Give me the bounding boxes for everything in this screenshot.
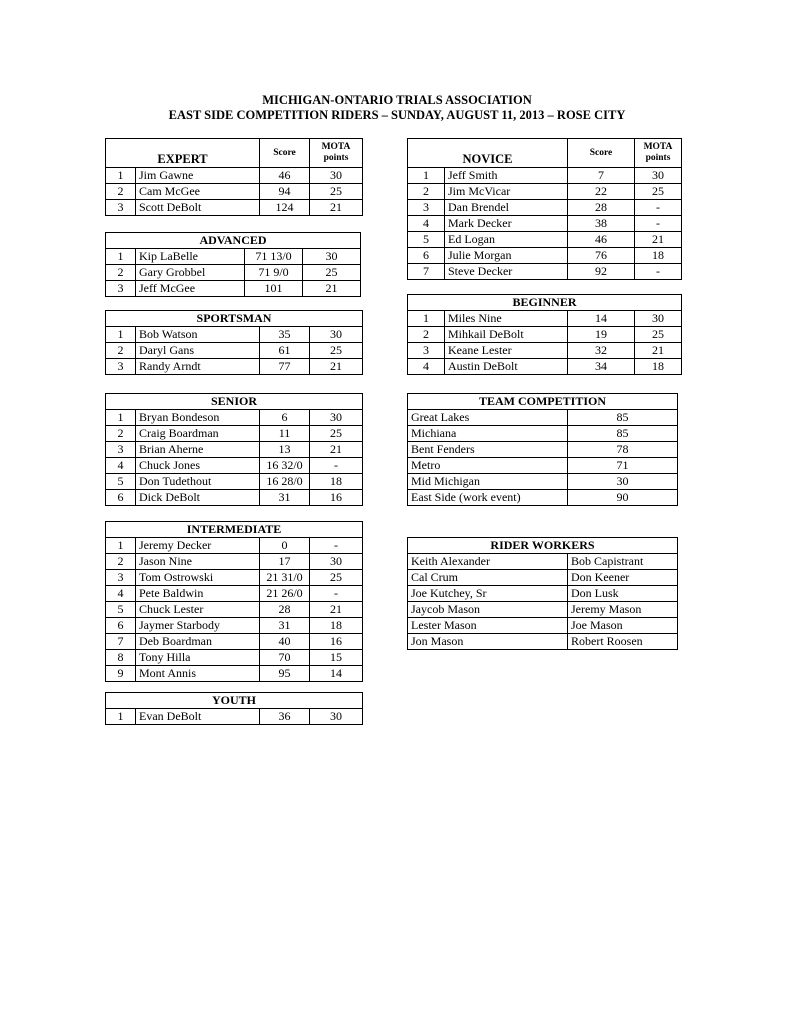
- score-cell: 28: [260, 602, 310, 618]
- team-name-cell: Bent Fenders: [408, 442, 568, 458]
- rider-name-cell: Chuck Lester: [136, 602, 260, 618]
- mota-points-cell: 30: [310, 327, 363, 343]
- worker-name-cell: Robert Roosen: [568, 634, 678, 650]
- team-name-cell: East Side (work event): [408, 490, 568, 506]
- mota-points-cell: 18: [635, 359, 682, 375]
- worker-name-cell: Jaycob Mason: [408, 602, 568, 618]
- rider-name-cell: Jeremy Decker: [136, 538, 260, 554]
- beginner-table: [407, 294, 682, 375]
- table-row: [408, 359, 682, 375]
- table-row: [106, 586, 363, 602]
- mota-points-cell: 30: [310, 410, 363, 426]
- score-cell: 6: [260, 410, 310, 426]
- position-cell: 6: [106, 618, 136, 634]
- doc-subtitle: EAST SIDE COMPETITION RIDERS – SUNDAY, AUGUST 11, 2013 – ROSE CITY: [168, 108, 626, 122]
- team-name-cell: Michiana: [408, 426, 568, 442]
- position-cell: 6: [106, 490, 136, 506]
- position-cell: 1: [408, 168, 445, 184]
- position-cell: 1: [106, 168, 136, 184]
- rider-name-cell: Bob Watson: [136, 327, 260, 343]
- score-cell: 101: [245, 281, 303, 297]
- table-row: [106, 474, 363, 490]
- mota-points-cell: 15: [310, 650, 363, 666]
- position-cell: 1: [106, 410, 136, 426]
- worker-name-cell: Don Lusk: [568, 586, 678, 602]
- table-row: [106, 410, 363, 426]
- mota-points-cell: -: [310, 458, 363, 474]
- score-cell: 7: [568, 168, 635, 184]
- table-row: [408, 200, 682, 216]
- mota-points-cell: 25: [310, 184, 363, 200]
- col-score-label: Score: [260, 139, 310, 168]
- intermediate-table: [105, 521, 363, 682]
- col-mota-label: MOTA points: [635, 139, 682, 168]
- score-cell: 46: [260, 168, 310, 184]
- score-cell: 11: [260, 426, 310, 442]
- score-cell: 124: [260, 200, 310, 216]
- position-cell: 3: [106, 281, 136, 297]
- table-row: [106, 249, 361, 265]
- team-score-cell: 30: [568, 474, 678, 490]
- table-row: [408, 618, 678, 634]
- position-cell: 5: [106, 602, 136, 618]
- position-cell: 3: [106, 442, 136, 458]
- table-row: [408, 554, 678, 570]
- table-row: [408, 232, 682, 248]
- table-row: [408, 442, 678, 458]
- table-row: [106, 343, 363, 359]
- rider-name-cell: Scott DeBolt: [136, 200, 260, 216]
- score-cell: 34: [568, 359, 635, 375]
- rider-name-cell: Dick DeBolt: [136, 490, 260, 506]
- position-cell: 4: [106, 586, 136, 602]
- table-row: [106, 666, 363, 682]
- worker-name-cell: Don Keener: [568, 570, 678, 586]
- rider-name-cell: Jaymer Starbody: [136, 618, 260, 634]
- section-title-team: TEAM COMPETITION: [408, 394, 678, 410]
- mota-points-cell: 18: [310, 618, 363, 634]
- mota-points-cell: 14: [310, 666, 363, 682]
- position-cell: 2: [106, 184, 136, 200]
- rider-name-cell: Pete Baldwin: [136, 586, 260, 602]
- mota-points-cell: 30: [310, 168, 363, 184]
- mota-points-cell: 18: [310, 474, 363, 490]
- score-cell: 95: [260, 666, 310, 682]
- table-row: [106, 184, 363, 200]
- score-cell: 16 32/0: [260, 458, 310, 474]
- table-row: [408, 216, 682, 232]
- rider-name-cell: Brian Aherne: [136, 442, 260, 458]
- mota-points-cell: 30: [310, 554, 363, 570]
- table-row: [106, 634, 363, 650]
- score-cell: 94: [260, 184, 310, 200]
- expert-rows: [106, 168, 363, 216]
- sportsman-table: [105, 310, 363, 375]
- score-cell: 71 13/0: [245, 249, 303, 265]
- team-score-cell: 90: [568, 490, 678, 506]
- table-row: [106, 168, 363, 184]
- rider-name-cell: Mark Decker: [445, 216, 568, 232]
- rider-name-cell: Kip LaBelle: [136, 249, 245, 265]
- score-cell: 16 28/0: [260, 474, 310, 490]
- senior-table: [105, 393, 363, 506]
- expert-table: [105, 138, 363, 216]
- table-row: [408, 264, 682, 280]
- table-row: [106, 327, 363, 343]
- rider-name-cell: Miles Nine: [445, 311, 568, 327]
- rider-name-cell: Tony Hilla: [136, 650, 260, 666]
- table-row: [106, 490, 363, 506]
- table-row: [106, 281, 361, 297]
- position-cell: 1: [106, 709, 136, 725]
- rider-name-cell: Tom Ostrowski: [136, 570, 260, 586]
- score-cell: 77: [260, 359, 310, 375]
- rider-name-cell: Jason Nine: [136, 554, 260, 570]
- mota-points-cell: 21: [310, 200, 363, 216]
- mota-points-cell: 21: [303, 281, 361, 297]
- section-title-intermediate: INTERMEDIATE: [106, 522, 363, 538]
- mota-points-cell: 25: [310, 570, 363, 586]
- table-row: [106, 602, 363, 618]
- team-score-cell: 78: [568, 442, 678, 458]
- score-cell: 31: [260, 490, 310, 506]
- mota-points-cell: 21: [310, 442, 363, 458]
- worker-name-cell: Joe Kutchey, Sr: [408, 586, 568, 602]
- team-table-block: [407, 393, 678, 506]
- rider-name-cell: Don Tudethout: [136, 474, 260, 490]
- rider-name-cell: Steve Decker: [445, 264, 568, 280]
- doc-title: MICHIGAN-ONTARIO TRIALS ASSOCIATION: [262, 93, 532, 107]
- position-cell: 2: [106, 343, 136, 359]
- table-row: [106, 458, 363, 474]
- table-row: [106, 200, 363, 216]
- score-cell: 92: [568, 264, 635, 280]
- table-row: [408, 426, 678, 442]
- table-row: [106, 265, 361, 281]
- table-row: [408, 586, 678, 602]
- team-name-cell: Mid Michigan: [408, 474, 568, 490]
- mota-points-cell: 30: [635, 311, 682, 327]
- rider-name-cell: Jim Gawne: [136, 168, 260, 184]
- team-name-cell: Metro: [408, 458, 568, 474]
- mota-points-cell: 21: [635, 343, 682, 359]
- score-cell: 31: [260, 618, 310, 634]
- worker-name-cell: Bob Capistrant: [568, 554, 678, 570]
- team-score-cell: 85: [568, 426, 678, 442]
- section-title-expert: EXPERT: [106, 139, 260, 168]
- team-name-cell: Great Lakes: [408, 410, 568, 426]
- table-row: [408, 458, 678, 474]
- score-cell: 14: [568, 311, 635, 327]
- position-cell: 7: [408, 264, 445, 280]
- table-row: [106, 426, 363, 442]
- rider-name-cell: Evan DeBolt: [136, 709, 260, 725]
- rider-name-cell: Dan Brendel: [445, 200, 568, 216]
- novice-table: [407, 138, 682, 280]
- rider-name-cell: Mont Annis: [136, 666, 260, 682]
- rider-name-cell: Austin DeBolt: [445, 359, 568, 375]
- score-cell: 40: [260, 634, 310, 650]
- rider-name-cell: Jeff McGee: [136, 281, 245, 297]
- position-cell: 2: [106, 554, 136, 570]
- team-score-cell: 85: [568, 410, 678, 426]
- score-cell: 13: [260, 442, 310, 458]
- mota-points-cell: -: [310, 586, 363, 602]
- rider-name-cell: Deb Boardman: [136, 634, 260, 650]
- rider-name-cell: Cam McGee: [136, 184, 260, 200]
- team-table: [407, 393, 678, 506]
- sportsman-table-block: [105, 310, 363, 375]
- mota-points-cell: -: [635, 200, 682, 216]
- position-cell: 1: [106, 249, 136, 265]
- workers-table: [407, 537, 678, 650]
- position-cell: 2: [106, 426, 136, 442]
- mota-points-cell: -: [635, 216, 682, 232]
- rider-name-cell: Keane Lester: [445, 343, 568, 359]
- table-row: [408, 327, 682, 343]
- intermediate-table-block: [105, 521, 363, 682]
- table-row: [408, 634, 678, 650]
- score-cell: 61: [260, 343, 310, 359]
- rider-name-cell: Mihkail DeBolt: [445, 327, 568, 343]
- section-title-advanced: ADVANCED: [106, 233, 361, 249]
- table-row: [408, 410, 678, 426]
- rider-name-cell: Chuck Jones: [136, 458, 260, 474]
- table-row: [408, 602, 678, 618]
- position-cell: 3: [106, 570, 136, 586]
- position-cell: 2: [408, 327, 445, 343]
- mota-points-cell: 25: [303, 265, 361, 281]
- position-cell: 3: [408, 200, 445, 216]
- mota-points-cell: 21: [635, 232, 682, 248]
- rider-name-cell: Bryan Bondeson: [136, 410, 260, 426]
- position-cell: 2: [408, 184, 445, 200]
- mota-points-cell: 30: [635, 168, 682, 184]
- position-cell: 4: [408, 359, 445, 375]
- position-cell: 1: [408, 311, 445, 327]
- mota-points-cell: 16: [310, 634, 363, 650]
- position-cell: 4: [106, 458, 136, 474]
- mota-points-cell: 30: [303, 249, 361, 265]
- worker-name-cell: Joe Mason: [568, 618, 678, 634]
- position-cell: 8: [106, 650, 136, 666]
- mota-points-cell: 25: [310, 343, 363, 359]
- mota-points-cell: 16: [310, 490, 363, 506]
- score-cell: 0: [260, 538, 310, 554]
- advanced-table-block: [105, 232, 361, 297]
- mota-points-cell: 21: [310, 359, 363, 375]
- position-cell: 4: [408, 216, 445, 232]
- section-title-workers: RIDER WORKERS: [408, 538, 678, 554]
- col-score-label: Score: [568, 139, 635, 168]
- score-cell: 71 9/0: [245, 265, 303, 281]
- position-cell: 9: [106, 666, 136, 682]
- table-row: [106, 442, 363, 458]
- mota-points-cell: 18: [635, 248, 682, 264]
- rider-name-cell: Jim McVicar: [445, 184, 568, 200]
- mota-points-cell: 25: [635, 327, 682, 343]
- section-title-sportsman: SPORTSMAN: [106, 311, 363, 327]
- col-mota-label: MOTA points: [310, 139, 363, 168]
- position-cell: 1: [106, 327, 136, 343]
- worker-name-cell: Keith Alexander: [408, 554, 568, 570]
- rider-name-cell: Ed Logan: [445, 232, 568, 248]
- table-row: [408, 570, 678, 586]
- rider-name-cell: Jeff Smith: [445, 168, 568, 184]
- score-cell: 28: [568, 200, 635, 216]
- workers-table-block: [407, 537, 678, 650]
- youth-table-block: [105, 692, 363, 725]
- score-cell: 36: [260, 709, 310, 725]
- novice-table-block: [407, 138, 682, 280]
- rider-name-cell: Gary Grobbel: [136, 265, 245, 281]
- section-title-novice: NOVICE: [408, 139, 568, 168]
- section-title-senior: SENIOR: [106, 394, 363, 410]
- mota-points-cell: 30: [310, 709, 363, 725]
- section-title-youth: YOUTH: [106, 693, 363, 709]
- table-row: [106, 650, 363, 666]
- position-cell: 7: [106, 634, 136, 650]
- team-score-cell: 71: [568, 458, 678, 474]
- mota-points-cell: 21: [310, 602, 363, 618]
- score-cell: 32: [568, 343, 635, 359]
- rider-name-cell: Randy Arndt: [136, 359, 260, 375]
- worker-name-cell: Jon Mason: [408, 634, 568, 650]
- advanced-table: [105, 232, 361, 297]
- mota-points-cell: -: [310, 538, 363, 554]
- expert-table-block: [105, 138, 363, 216]
- rider-name-cell: Craig Boardman: [136, 426, 260, 442]
- section-title-beginner: BEGINNER: [408, 295, 682, 311]
- table-row: [106, 554, 363, 570]
- table-row: [408, 311, 682, 327]
- score-cell: 46: [568, 232, 635, 248]
- table-row: [106, 538, 363, 554]
- worker-name-cell: Cal Crum: [408, 570, 568, 586]
- score-cell: 38: [568, 216, 635, 232]
- mota-points-cell: -: [635, 264, 682, 280]
- table-row: [408, 248, 682, 264]
- mota-points-cell: 25: [635, 184, 682, 200]
- position-cell: 3: [106, 200, 136, 216]
- table-row: [408, 184, 682, 200]
- table-row: [106, 359, 363, 375]
- table-row: [408, 343, 682, 359]
- score-cell: 76: [568, 248, 635, 264]
- rider-name-cell: Daryl Gans: [136, 343, 260, 359]
- position-cell: 6: [408, 248, 445, 264]
- score-cell: 22: [568, 184, 635, 200]
- worker-name-cell: Jeremy Mason: [568, 602, 678, 618]
- position-cell: 3: [106, 359, 136, 375]
- youth-table: [105, 692, 363, 725]
- rider-name-cell: Julie Morgan: [445, 248, 568, 264]
- position-cell: 1: [106, 538, 136, 554]
- table-row: [106, 570, 363, 586]
- position-cell: 5: [106, 474, 136, 490]
- score-cell: 70: [260, 650, 310, 666]
- position-cell: 5: [408, 232, 445, 248]
- table-row: [408, 474, 678, 490]
- beginner-table-block: [407, 294, 682, 375]
- mota-points-cell: 25: [310, 426, 363, 442]
- score-cell: 17: [260, 554, 310, 570]
- score-cell: 21 31/0: [260, 570, 310, 586]
- score-cell: 35: [260, 327, 310, 343]
- table-row: [106, 709, 363, 725]
- score-cell: 19: [568, 327, 635, 343]
- worker-name-cell: Lester Mason: [408, 618, 568, 634]
- table-row: [408, 168, 682, 184]
- table-row: [408, 490, 678, 506]
- table-row: [106, 618, 363, 634]
- score-cell: 21 26/0: [260, 586, 310, 602]
- position-cell: 2: [106, 265, 136, 281]
- position-cell: 3: [408, 343, 445, 359]
- senior-table-block: [105, 393, 363, 506]
